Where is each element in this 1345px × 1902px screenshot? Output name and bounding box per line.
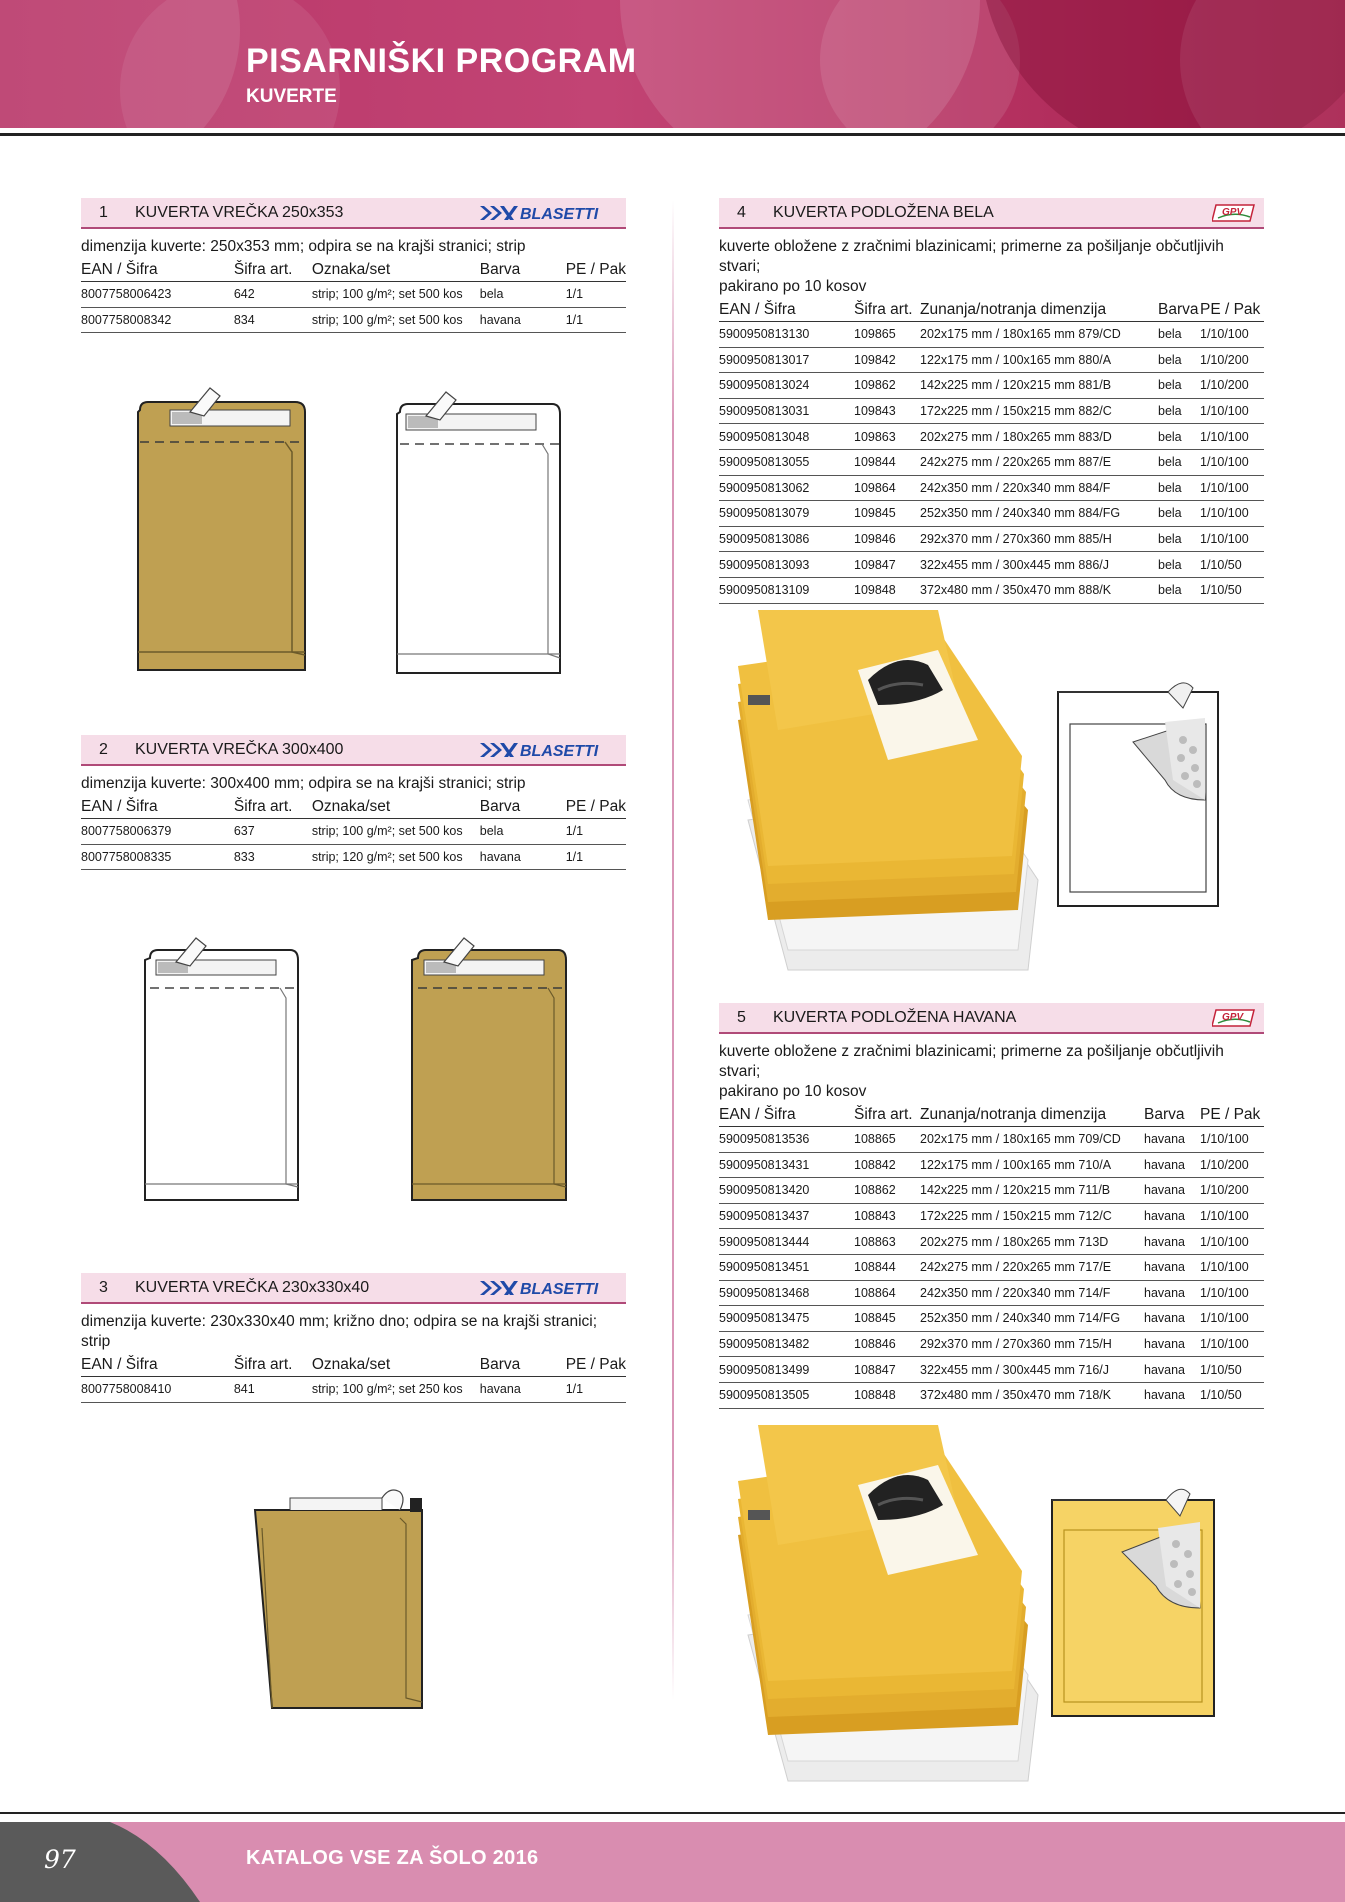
col-header: PE / Pak (566, 794, 626, 819)
envelope-kraft-illustration (130, 380, 315, 680)
col-header: Oznaka/set (312, 1352, 480, 1377)
cell-code: 109864 (854, 475, 920, 501)
cell-color: havana (1144, 1127, 1200, 1153)
cell-ean: 8007758006379 (81, 819, 234, 845)
cell-code: 108844 (854, 1254, 920, 1280)
cell-code: 833 (234, 844, 312, 870)
cell-spec: 142x225 mm / 120x215 mm 711/B (920, 1178, 1144, 1204)
page-number: 97 (44, 1845, 76, 1874)
col-header: Šifra art. (234, 257, 312, 282)
envelope-box-bottom-illustration (250, 1488, 430, 1713)
product-section-2 (81, 735, 626, 870)
section-title: KUVERTA VREČKA 230x330x40 (135, 1279, 370, 1296)
cell-color: bela (1158, 577, 1200, 603)
cell-spec: 322x455 mm / 300x445 mm 886/J (920, 552, 1158, 578)
table-row (719, 1254, 1264, 1280)
cell-spec: 292x370 mm / 270x360 mm 715/H (920, 1331, 1144, 1357)
col-header: EAN / Šifra (719, 297, 854, 322)
cell-pack: 1/1 (566, 1377, 626, 1403)
cell-code: 108863 (854, 1229, 920, 1255)
table-row (719, 1357, 1264, 1383)
padded-envelope-white-illustration (1055, 680, 1220, 910)
section-description: dimenzija kuverte: 230x330x40 mm; križno dno; odpira se na krajši stranici; strip (81, 1313, 598, 1350)
cell-pack: 1/10/100 (1200, 1280, 1264, 1306)
cell-color: havana (480, 844, 566, 870)
cell-color: bela (1158, 475, 1200, 501)
cell-code: 109843 (854, 398, 920, 424)
table-row (719, 1203, 1264, 1229)
col-header: PE / Pak (566, 1352, 626, 1377)
cell-spec: strip; 120 g/m²; set 500 kos (312, 844, 480, 870)
cell-color: bela (480, 819, 566, 845)
cell-pack: 1/10/200 (1200, 373, 1264, 399)
cell-pack: 1/10/100 (1200, 526, 1264, 552)
section-header (81, 198, 626, 229)
description-line: pakirano po 10 kosov (719, 1083, 867, 1100)
cell-color: havana (1144, 1152, 1200, 1178)
section-description: dimenzija kuverte: 250x353 mm; odpira se na krajši stranici; strip (81, 238, 526, 255)
cell-ean: 5900950813086 (719, 526, 854, 552)
cell-ean: 5900950813079 (719, 501, 854, 527)
section-number: 3 (99, 1279, 108, 1296)
cell-color: havana (480, 1377, 566, 1403)
cell-color: havana (1144, 1280, 1200, 1306)
cell-ean: 5900950813505 (719, 1382, 854, 1408)
table-header-row (81, 794, 626, 819)
product-table (81, 257, 626, 333)
description-line: pakirano po 10 kosov (719, 278, 867, 295)
table-row (81, 307, 626, 333)
cell-spec: strip; 100 g/m²; set 250 kos (312, 1377, 480, 1403)
cell-pack: 1/10/100 (1200, 1254, 1264, 1280)
page-header (0, 0, 1345, 130)
section-title: KUVERTA VREČKA 300x400 (135, 741, 344, 758)
cell-color: bela (480, 282, 566, 308)
cell-code: 109865 (854, 322, 920, 348)
cell-ean: 5900950813031 (719, 398, 854, 424)
cell-ean: 5900950813468 (719, 1280, 854, 1306)
cell-spec: 122x175 mm / 100x165 mm 710/A (920, 1152, 1144, 1178)
table-row (719, 526, 1264, 552)
cell-spec: 242x275 mm / 220x265 mm 887/E (920, 449, 1158, 475)
cell-pack: 1/1 (566, 844, 626, 870)
cell-pack: 1/1 (566, 819, 626, 845)
cell-spec: 252x350 mm / 240x340 mm 884/FG (920, 501, 1158, 527)
cell-code: 109848 (854, 577, 920, 603)
cell-spec: 252x350 mm / 240x340 mm 714/FG (920, 1306, 1144, 1332)
cell-spec: 292x370 mm / 270x360 mm 885/H (920, 526, 1158, 552)
cell-pack: 1/10/100 (1200, 398, 1264, 424)
cell-pack: 1/10/200 (1200, 1178, 1264, 1204)
cell-color: bela (1158, 526, 1200, 552)
table-row (719, 424, 1264, 450)
col-header: PE / Pak (1200, 1102, 1264, 1127)
col-header: Barva (480, 257, 566, 282)
cell-spec: 172x225 mm / 150x215 mm 882/C (920, 398, 1158, 424)
product-table (81, 1352, 626, 1403)
col-header: Barva (1144, 1102, 1200, 1127)
table-row (719, 1382, 1264, 1408)
cell-ean: 5900950813431 (719, 1152, 854, 1178)
table-row (719, 501, 1264, 527)
section-description (719, 1042, 1264, 1102)
cell-color: havana (480, 307, 566, 333)
section-title: KUVERTA PODLOŽENA BELA (773, 204, 994, 221)
description-line: kuverte obložene z zračnimi blazinicami; primerne za pošiljanje občutljivih stvari; (719, 1043, 1224, 1080)
section-header (81, 735, 626, 766)
header-divider (0, 128, 1345, 131)
cell-code: 109863 (854, 424, 920, 450)
cell-code: 108843 (854, 1203, 920, 1229)
section-number: 5 (737, 1009, 746, 1026)
cell-ean: 5900950813536 (719, 1127, 854, 1153)
table-row (719, 1127, 1264, 1153)
cell-pack: 1/10/100 (1200, 1203, 1264, 1229)
table-header-row (81, 257, 626, 282)
cell-ean: 5900950813499 (719, 1357, 854, 1383)
table-row (81, 1377, 626, 1403)
cell-color: havana (1144, 1357, 1200, 1383)
cell-ean: 5900950813093 (719, 552, 854, 578)
cell-ean: 8007758008335 (81, 844, 234, 870)
product-table (719, 297, 1264, 604)
cell-spec: 242x350 mm / 220x340 mm 884/F (920, 475, 1158, 501)
gpv-logo (1212, 1008, 1256, 1028)
col-header: PE / Pak (566, 257, 626, 282)
cell-pack: 1/10/100 (1200, 449, 1264, 475)
cell-pack: 1/10/100 (1200, 1229, 1264, 1255)
table-row (719, 552, 1264, 578)
cell-color: havana (1144, 1331, 1200, 1357)
cell-color: bela (1158, 552, 1200, 578)
cell-spec: 122x175 mm / 100x165 mm 880/A (920, 347, 1158, 373)
cell-ean: 5900950813024 (719, 373, 854, 399)
table-header-row (719, 297, 1264, 322)
table-row (719, 347, 1264, 373)
envelope-kraft-illustration (408, 932, 573, 1207)
footer-page-corner (0, 1822, 240, 1902)
cell-color: bela (1158, 373, 1200, 399)
description-line: kuverte obložene z zračnimi blazinicami; primerne za pošiljanje občutljivih stvari; (719, 238, 1224, 275)
table-row (719, 577, 1264, 603)
section-number: 4 (737, 204, 746, 221)
col-header: EAN / Šifra (81, 257, 234, 282)
cell-pack: 1/10/100 (1200, 322, 1264, 348)
table-row (719, 475, 1264, 501)
section-header (81, 1273, 626, 1304)
col-header: Barva (1158, 297, 1200, 322)
cell-color: bela (1158, 322, 1200, 348)
blasetti-logo (478, 741, 618, 759)
cell-code: 109844 (854, 449, 920, 475)
cell-code: 109842 (854, 347, 920, 373)
page-title: PISARNIŠKI PROGRAM (246, 42, 637, 80)
cell-ean: 5900950813444 (719, 1229, 854, 1255)
cell-ean: 5900950813109 (719, 577, 854, 603)
product-section-1 (81, 198, 626, 333)
cell-code: 108865 (854, 1127, 920, 1153)
table-row (81, 844, 626, 870)
col-header: Oznaka/set (312, 794, 480, 819)
page-subtitle: KUVERTE (246, 86, 337, 107)
table-row (719, 398, 1264, 424)
blasetti-logo-text: BLASETTI (520, 1281, 599, 1297)
table-row (81, 282, 626, 308)
table-row (719, 449, 1264, 475)
cell-ean: 5900950813048 (719, 424, 854, 450)
blasetti-logo-text: BLASETTI (520, 206, 599, 222)
cell-code: 642 (234, 282, 312, 308)
cell-spec: 372x480 mm / 350x470 mm 718/K (920, 1382, 1144, 1408)
cell-pack: 1/10/50 (1200, 577, 1264, 603)
cell-code: 109862 (854, 373, 920, 399)
table-header-row (81, 1352, 626, 1377)
padded-envelopes-photo (728, 1425, 1043, 1785)
section-header (719, 198, 1264, 229)
gpv-logo (1212, 203, 1256, 223)
cell-code: 108846 (854, 1331, 920, 1357)
cell-pack: 1/10/100 (1200, 501, 1264, 527)
cell-ean: 5900950813437 (719, 1203, 854, 1229)
table-header-row (719, 1102, 1264, 1127)
cell-ean: 8007758008342 (81, 307, 234, 333)
table-row (81, 819, 626, 845)
cell-spec: strip; 100 g/m²; set 500 kos (312, 307, 480, 333)
cell-pack: 1/1 (566, 282, 626, 308)
section-number: 1 (99, 204, 108, 221)
cell-color: havana (1144, 1306, 1200, 1332)
cell-color: havana (1144, 1203, 1200, 1229)
col-header: Oznaka/set (312, 257, 480, 282)
blasetti-logo (478, 1279, 618, 1297)
col-header: Šifra art. (854, 297, 920, 322)
table-row (719, 1152, 1264, 1178)
gpv-logo-text: GPV (1222, 1012, 1244, 1023)
cell-spec: strip; 100 g/m²; set 500 kos (312, 819, 480, 845)
section-number: 2 (99, 741, 108, 758)
section-description: dimenzija kuverte: 300x400 mm; odpira se na krajši stranici; strip (81, 775, 526, 792)
cell-color: bela (1158, 449, 1200, 475)
cell-color: bela (1158, 424, 1200, 450)
cell-spec: 142x225 mm / 120x215 mm 881/B (920, 373, 1158, 399)
cell-code: 108862 (854, 1178, 920, 1204)
cell-spec: strip; 100 g/m²; set 500 kos (312, 282, 480, 308)
cell-pack: 1/10/100 (1200, 1127, 1264, 1153)
cell-ean: 8007758008410 (81, 1377, 234, 1403)
section-description (719, 237, 1264, 297)
cell-pack: 1/10/50 (1200, 1357, 1264, 1383)
section-header (719, 1003, 1264, 1034)
cell-pack: 1/10/100 (1200, 1331, 1264, 1357)
col-header: Šifra art. (854, 1102, 920, 1127)
table-row (719, 1306, 1264, 1332)
cell-color: havana (1144, 1178, 1200, 1204)
gpv-logo-text: GPV (1222, 207, 1244, 218)
cell-spec: 322x455 mm / 300x445 mm 716/J (920, 1357, 1144, 1383)
product-table (81, 794, 626, 870)
cell-code: 108864 (854, 1280, 920, 1306)
section-title: KUVERTA PODLOŽENA HAVANA (773, 1009, 1017, 1026)
col-header: PE / Pak (1200, 297, 1264, 322)
col-header: Barva (480, 1352, 566, 1377)
col-header: Zunanja/notranja dimenzija (920, 297, 1158, 322)
cell-ean: 5900950813482 (719, 1331, 854, 1357)
cell-color: bela (1158, 347, 1200, 373)
padded-envelope-havana-illustration (1048, 1480, 1218, 1720)
col-header: EAN / Šifra (81, 1352, 234, 1377)
cell-ean: 5900950813062 (719, 475, 854, 501)
product-section-4 (719, 198, 1264, 604)
cell-pack: 1/10/100 (1200, 1306, 1264, 1332)
catalog-title: KATALOG VSE ZA ŠOLO 2016 (246, 1847, 539, 1869)
cell-spec: 202x175 mm / 180x165 mm 709/CD (920, 1127, 1144, 1153)
cell-code: 109845 (854, 501, 920, 527)
cell-code: 109846 (854, 526, 920, 552)
cell-pack: 1/10/50 (1200, 552, 1264, 578)
table-row (719, 1331, 1264, 1357)
section-title: KUVERTA VREČKA 250x353 (135, 204, 344, 221)
col-header: Šifra art. (234, 794, 312, 819)
cell-code: 108848 (854, 1382, 920, 1408)
cell-ean: 5900950813017 (719, 347, 854, 373)
cell-pack: 1/10/100 (1200, 424, 1264, 450)
cell-ean: 8007758006423 (81, 282, 234, 308)
cell-ean: 5900950813420 (719, 1178, 854, 1204)
cell-code: 108845 (854, 1306, 920, 1332)
col-header: EAN / Šifra (81, 794, 234, 819)
envelope-white-illustration (392, 388, 567, 683)
product-section-3 (81, 1273, 626, 1403)
cell-spec: 202x275 mm / 180x265 mm 713D (920, 1229, 1144, 1255)
table-row (719, 1280, 1264, 1306)
cell-ean: 5900950813055 (719, 449, 854, 475)
cell-spec: 242x275 mm / 220x265 mm 717/E (920, 1254, 1144, 1280)
table-row (719, 322, 1264, 348)
cell-spec: 372x480 mm / 350x470 mm 888/K (920, 577, 1158, 603)
cell-pack: 1/10/200 (1200, 1152, 1264, 1178)
table-row (719, 373, 1264, 399)
cell-code: 834 (234, 307, 312, 333)
cell-color: bela (1158, 501, 1200, 527)
cell-spec: 242x350 mm / 220x340 mm 714/F (920, 1280, 1144, 1306)
blasetti-logo (478, 204, 618, 222)
cell-color: bela (1158, 398, 1200, 424)
cell-ean: 5900950813451 (719, 1254, 854, 1280)
cell-code: 108842 (854, 1152, 920, 1178)
cell-spec: 202x275 mm / 180x265 mm 883/D (920, 424, 1158, 450)
table-row (719, 1178, 1264, 1204)
cell-pack: 1/10/50 (1200, 1382, 1264, 1408)
table-row (719, 1229, 1264, 1255)
cell-spec: 202x175 mm / 180x165 mm 879/CD (920, 322, 1158, 348)
column-divider (672, 200, 674, 1700)
col-header: Zunanja/notranja dimenzija (920, 1102, 1144, 1127)
cell-code: 109847 (854, 552, 920, 578)
col-header: Šifra art. (234, 1352, 312, 1377)
col-header: EAN / Šifra (719, 1102, 854, 1127)
product-section-5 (719, 1003, 1264, 1409)
header-divider-dark (0, 133, 1345, 136)
cell-code: 841 (234, 1377, 312, 1403)
cell-spec: 172x225 mm / 150x215 mm 712/C (920, 1203, 1144, 1229)
cell-ean: 5900950813475 (719, 1306, 854, 1332)
product-table (719, 1102, 1264, 1409)
cell-pack: 1/10/200 (1200, 347, 1264, 373)
cell-code: 108847 (854, 1357, 920, 1383)
cell-code: 637 (234, 819, 312, 845)
cell-color: havana (1144, 1254, 1200, 1280)
cell-color: havana (1144, 1382, 1200, 1408)
padded-envelopes-photo (728, 610, 1043, 975)
envelope-white-illustration (140, 932, 305, 1207)
cell-ean: 5900950813130 (719, 322, 854, 348)
col-header: Barva (480, 794, 566, 819)
cell-pack: 1/10/100 (1200, 475, 1264, 501)
blasetti-logo-text: BLASETTI (520, 743, 599, 759)
cell-pack: 1/1 (566, 307, 626, 333)
footer-divider (0, 1812, 1345, 1814)
cell-color: havana (1144, 1229, 1200, 1255)
